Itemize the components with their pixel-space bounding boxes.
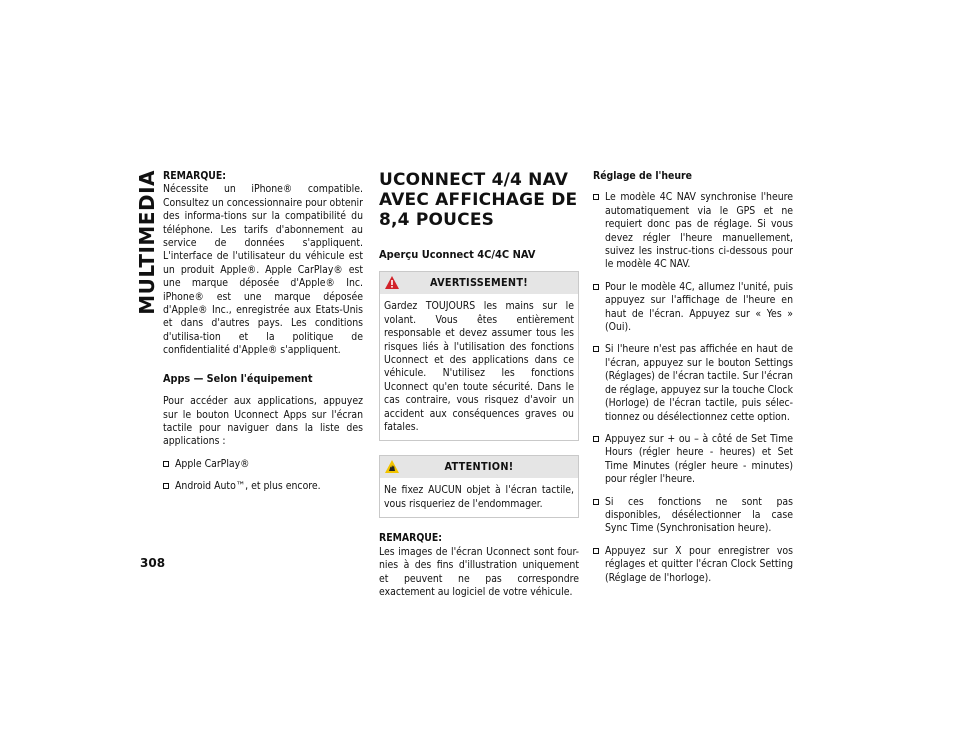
checkbox-bullet-icon xyxy=(593,346,599,352)
checkbox-bullet-icon xyxy=(593,499,599,505)
note-label: REMARQUE: xyxy=(163,170,226,182)
list-item: Si l'heure n'est pas affichée en haut de l'écran, appuyez sur le bouton Settings (Réglages) de l'écran tactile. Sur l'écran de réglage, appuyez sur la touche Clock (Horloge) de l'écran tactile, puis sélec-tionnez ou désélectionnez cette option. xyxy=(593,343,793,423)
warning-text: Gardez TOUJOURS les mains sur le volant. Vous êtes entièrement responsable et devez assumer tous les risques liés à l'utilisation des fonctions Uconnect et des applications dans ce véhicule. N'utilisez les fonctions Uconnect qu'en toute sécurité. Dans le cas contraire, vous risquez d'avoir un accident aux conséquences graves ou fatales. xyxy=(384,300,574,434)
checkbox-bullet-icon xyxy=(163,483,169,489)
page-number: 308 xyxy=(140,556,166,570)
column-left xyxy=(163,170,363,503)
apps-list xyxy=(163,458,363,494)
list-item: Le modèle 4C NAV synchronise l'heure automatiquement via le GPS et ne requiert donc pas de réglage. Si vous devez régler l'heure manuellement, suivez les instruc-tions ci-dessous pour le modèle 4C NAV. xyxy=(593,191,793,271)
checkbox-bullet-icon xyxy=(593,548,599,554)
list-item: Apple CarPlay® xyxy=(163,458,363,471)
section-title: UCONNECT 4/4 NAV AVEC AFFICHAGE DE 8,4 POUCES xyxy=(379,170,578,230)
caution-header xyxy=(380,456,578,478)
subsection-title: Aperçu Uconnect 4C/4C NAV xyxy=(379,248,536,261)
checkbox-bullet-icon xyxy=(593,284,599,290)
caution-title: ATTENTION! xyxy=(444,460,514,474)
note-label: REMARQUE: xyxy=(379,532,442,545)
checkbox-bullet-icon xyxy=(593,436,599,442)
list-item: Appuyez sur + ou – à côté de Set Time Hours (régler heure - heures) et Set Time Minutes (régler heure - minutes) pour régler l'heure. xyxy=(593,433,793,487)
checkbox-bullet-icon xyxy=(163,461,169,467)
list-item: Si ces fonctions ne sont pas disponibles, désélectionner la case Sync Time (Synchronisation heure). xyxy=(593,496,793,536)
checkbox-bullet-icon xyxy=(593,194,599,200)
caution-hand-icon xyxy=(384,459,400,474)
time-setting-list xyxy=(593,191,793,585)
list-item: Appuyez sur X pour enregistrer vos réglages et quitter l'écran Clock Setting (Réglage de l'horloge). xyxy=(593,545,793,585)
list-item: Pour le modèle 4C, allumez l'unité, puis appuyez sur l'affichage de l'heure en haut de l'écran. Appuyez sur « Yes » (Oui). xyxy=(593,281,793,335)
warning-triangle-icon xyxy=(384,275,400,290)
list-item: Android Auto™, et plus encore. xyxy=(163,480,363,493)
apps-text: Pour accéder aux applications, appuyez sur le bouton Uconnect Apps sur l'écran tactile pour naviguer dans la liste des applications : xyxy=(163,395,363,448)
warning-box xyxy=(379,271,579,441)
section-tab: MULTIMEDIA xyxy=(135,170,159,315)
note-text: Les images de l'écran Uconnect sont four-nies à des fins d'illustration uniquement et peuvent ne pas correspondre exactement au logiciel de votre véhicule. xyxy=(379,545,579,598)
apps-heading: Apps — Selon l'équipement xyxy=(163,371,313,385)
time-setting-heading: Réglage de l'heure xyxy=(593,170,692,182)
column-middle xyxy=(379,170,579,599)
note-text: Nécessite un iPhone® compatible. Consultez un concessionnaire pour obtenir des informa-tions sur la compatibilité du téléphone. Les tarifs d'abonnement au service de données s'appliquent. L'interface de l'utilisateur du véhicule est un produit Apple®. Apple CarPlay® est une marque déposée d'Apple® Inc. iPhone® est une marque déposée d'Apple® Inc., enregistrée aux Etats-Unis et dans d'autres pays. Les conditions d'utilisa-tion et la politique de confidentialité d'Apple® s'appliquent. xyxy=(163,183,363,357)
warning-title: AVERTISSEMENT! xyxy=(429,276,528,290)
column-right xyxy=(593,170,793,594)
caution-text: Ne fixez AUCUN objet à l'écran tactile, vous risqueriez de l'endommager. xyxy=(384,484,574,510)
caution-box xyxy=(379,455,579,518)
warning-header xyxy=(380,272,578,294)
